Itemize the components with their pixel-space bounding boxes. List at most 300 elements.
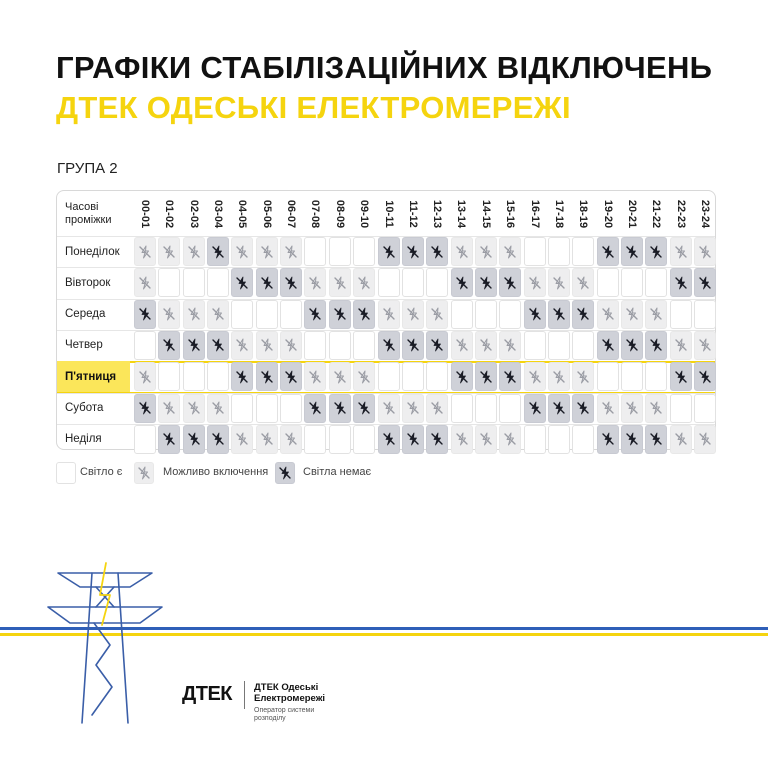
slot-possible-power <box>134 237 156 266</box>
slot-power-on <box>694 300 716 329</box>
no-power-icon <box>333 401 347 415</box>
possible-power-icon <box>698 338 712 352</box>
no-power-icon <box>187 432 201 446</box>
hour-column-header: 04-05 <box>236 199 249 228</box>
no-power-icon <box>503 276 517 290</box>
slot-power-on <box>231 394 253 423</box>
no-power-icon <box>455 370 469 384</box>
hour-column-header: 11-12 <box>406 199 419 228</box>
day-label: Вівторок <box>65 276 111 289</box>
hour-column-header: 23-24 <box>699 199 712 228</box>
slot-possible-power <box>183 394 205 423</box>
slot-no-power <box>694 362 716 391</box>
hour-column-header: 12-13 <box>431 199 444 228</box>
day-row <box>57 330 715 361</box>
slot-no-power <box>572 300 594 329</box>
slot-no-power <box>378 237 400 266</box>
slot-power-on <box>426 268 448 297</box>
no-power-icon <box>430 338 444 352</box>
possible-power-icon <box>455 338 469 352</box>
slot-possible-power <box>475 331 497 360</box>
no-power-icon <box>674 276 688 290</box>
slot-possible-power <box>183 237 205 266</box>
slot-no-power <box>207 425 229 454</box>
no-power-icon <box>308 307 322 321</box>
header-row <box>57 191 715 236</box>
possible-power-icon <box>576 370 590 384</box>
slot-possible-power <box>499 331 521 360</box>
slot-power-on <box>280 394 302 423</box>
slot-no-power <box>426 331 448 360</box>
possible-power-icon <box>406 401 420 415</box>
day-row <box>57 361 715 392</box>
no-power-icon <box>211 245 225 259</box>
page-subtitle: ДТЕК ОДЕСЬКІ ЕЛЕКТРОМЕРЕЖІ <box>56 90 571 125</box>
slot-power-on <box>158 268 180 297</box>
possible-power-icon <box>235 245 249 259</box>
legend-label: Можливо включення <box>163 466 269 478</box>
page-title: ГРАФІКИ СТАБІЛІЗАЦІЙНИХ ВІДКЛЮЧЕНЬ <box>56 50 713 85</box>
slot-possible-power <box>353 362 375 391</box>
slot-power-on <box>572 237 594 266</box>
slot-no-power <box>451 268 473 297</box>
slot-possible-power <box>231 425 253 454</box>
slot-power-on <box>378 362 400 391</box>
logo-company-name: ДТЕК Одеські Електромережі <box>254 682 326 704</box>
hour-column-header: 22-23 <box>674 199 687 228</box>
slot-power-on <box>597 268 619 297</box>
slot-power-on <box>548 237 570 266</box>
possible-power-icon <box>260 245 274 259</box>
slot-no-power <box>280 268 302 297</box>
slot-possible-power <box>231 331 253 360</box>
slot-no-power <box>304 394 326 423</box>
possible-power-icon <box>308 370 322 384</box>
slot-power-on <box>353 237 375 266</box>
no-power-icon <box>357 307 371 321</box>
no-power-icon <box>406 245 420 259</box>
possible-power-icon <box>138 276 152 290</box>
possible-power-icon <box>430 307 444 321</box>
no-power-icon <box>382 338 396 352</box>
slot-no-power <box>670 362 692 391</box>
slot-possible-power <box>621 394 643 423</box>
day-label: Понеділок <box>65 245 120 258</box>
possible-power-icon <box>601 307 615 321</box>
hour-column-header: 09-10 <box>358 199 371 228</box>
no-power-icon <box>625 245 639 259</box>
slot-possible-power <box>524 268 546 297</box>
outage-schedule-table <box>56 190 716 450</box>
no-power-icon <box>698 276 712 290</box>
slot-power-on <box>207 268 229 297</box>
possible-power-icon <box>211 401 225 415</box>
slot-no-power <box>670 268 692 297</box>
no-power-icon <box>576 307 590 321</box>
slot-power-on <box>548 331 570 360</box>
no-power-icon <box>278 466 292 480</box>
logo-divider <box>244 681 245 709</box>
possible-power-icon <box>357 370 371 384</box>
slot-no-power <box>597 425 619 454</box>
slot-power-on <box>304 331 326 360</box>
no-power-icon <box>138 307 152 321</box>
possible-power-icon <box>162 245 176 259</box>
no-power-icon <box>260 276 274 290</box>
slot-power-on <box>572 331 594 360</box>
possible-power-icon <box>674 432 688 446</box>
possible-power-icon <box>357 276 371 290</box>
no-power-icon <box>211 338 225 352</box>
slot-power-on <box>304 425 326 454</box>
slot-no-power <box>426 237 448 266</box>
legend-label: Світло є <box>80 466 123 478</box>
slot-no-power <box>597 237 619 266</box>
possible-power-icon <box>698 432 712 446</box>
slot-no-power <box>353 394 375 423</box>
slot-possible-power <box>304 268 326 297</box>
slot-no-power <box>451 362 473 391</box>
no-power-icon <box>260 370 274 384</box>
slot-possible-power <box>280 331 302 360</box>
possible-power-icon <box>260 432 274 446</box>
slot-possible-power <box>207 394 229 423</box>
slot-power-on <box>402 268 424 297</box>
slot-possible-power <box>353 268 375 297</box>
slot-power-on <box>621 362 643 391</box>
day-label: Неділя <box>65 433 102 446</box>
no-power-icon <box>479 370 493 384</box>
hour-column-header: 14-15 <box>479 199 492 228</box>
no-power-icon <box>601 338 615 352</box>
possible-power-icon <box>479 338 493 352</box>
possible-power-icon <box>162 401 176 415</box>
slot-no-power <box>402 237 424 266</box>
slot-no-power <box>158 425 180 454</box>
possible-power-icon <box>333 276 347 290</box>
slot-possible-power <box>256 425 278 454</box>
legend-swatch <box>134 462 154 484</box>
no-power-icon <box>406 338 420 352</box>
possible-power-icon <box>382 401 396 415</box>
no-power-icon <box>601 432 615 446</box>
slot-no-power <box>256 362 278 391</box>
no-power-icon <box>649 432 663 446</box>
possible-power-icon <box>455 245 469 259</box>
hour-column-header: 05-06 <box>260 199 273 228</box>
day-row <box>57 267 715 298</box>
possible-power-icon <box>138 370 152 384</box>
slot-possible-power <box>694 331 716 360</box>
legend-swatch <box>56 462 76 484</box>
slot-no-power <box>231 362 253 391</box>
slot-power-on <box>524 331 546 360</box>
slot-no-power <box>256 268 278 297</box>
group-label: ГРУПА 2 <box>57 160 118 177</box>
no-power-icon <box>235 276 249 290</box>
slot-possible-power <box>451 237 473 266</box>
slot-no-power <box>524 300 546 329</box>
no-power-icon <box>235 370 249 384</box>
possible-power-icon <box>698 245 712 259</box>
day-label: Четвер <box>65 339 103 352</box>
slot-possible-power <box>256 237 278 266</box>
header-label: Часові проміжки <box>65 200 112 226</box>
possible-power-icon <box>674 338 688 352</box>
no-power-icon <box>698 370 712 384</box>
legend-label: Світла немає <box>303 466 372 478</box>
hour-column-header: 07-08 <box>309 199 322 228</box>
slot-no-power <box>207 237 229 266</box>
slot-possible-power <box>134 268 156 297</box>
hour-column-header: 08-09 <box>333 199 346 228</box>
slot-possible-power <box>280 237 302 266</box>
slot-possible-power <box>499 425 521 454</box>
slot-possible-power <box>597 300 619 329</box>
hour-column-header: 02-03 <box>187 199 200 228</box>
slot-power-on <box>231 300 253 329</box>
possible-power-icon <box>235 432 249 446</box>
slot-possible-power <box>378 394 400 423</box>
slot-no-power <box>231 268 253 297</box>
slot-no-power <box>548 394 570 423</box>
hour-column-header: 19-20 <box>601 199 614 228</box>
slot-possible-power <box>597 394 619 423</box>
possible-power-icon <box>503 432 517 446</box>
slot-possible-power <box>183 300 205 329</box>
slot-no-power <box>353 300 375 329</box>
no-power-icon <box>284 276 298 290</box>
slot-possible-power <box>426 394 448 423</box>
no-power-icon <box>162 338 176 352</box>
logo-company-subtitle: Оператор системи розподілу <box>254 707 315 722</box>
possible-power-icon <box>479 432 493 446</box>
hour-column-header: 15-16 <box>504 199 517 228</box>
no-power-icon <box>625 432 639 446</box>
day-label: Середа <box>65 308 106 321</box>
slot-power-on <box>694 394 716 423</box>
possible-power-icon <box>528 370 542 384</box>
slot-possible-power <box>475 425 497 454</box>
day-label-highlighted: П'ятниця <box>57 361 130 392</box>
slot-no-power <box>645 331 667 360</box>
slot-no-power <box>499 362 521 391</box>
possible-power-icon <box>187 401 201 415</box>
slot-power-on <box>256 300 278 329</box>
slot-possible-power <box>304 362 326 391</box>
slot-no-power <box>475 268 497 297</box>
slot-no-power <box>645 237 667 266</box>
hour-column-header: 16-17 <box>528 199 541 228</box>
slot-no-power <box>572 394 594 423</box>
no-power-icon <box>601 245 615 259</box>
no-power-icon <box>430 432 444 446</box>
slot-power-on <box>524 237 546 266</box>
no-power-icon <box>187 338 201 352</box>
slot-possible-power <box>670 425 692 454</box>
slot-power-on <box>499 300 521 329</box>
slot-possible-power <box>158 237 180 266</box>
slot-possible-power <box>572 268 594 297</box>
slot-no-power <box>621 331 643 360</box>
no-power-icon <box>308 401 322 415</box>
possible-power-icon <box>674 245 688 259</box>
possible-power-icon <box>503 338 517 352</box>
day-row <box>57 424 715 455</box>
possible-power-icon <box>138 245 152 259</box>
day-row <box>57 236 715 267</box>
possible-power-icon <box>162 307 176 321</box>
slot-power-on <box>378 268 400 297</box>
possible-power-icon <box>649 401 663 415</box>
no-power-icon <box>382 245 396 259</box>
slot-power-on <box>524 425 546 454</box>
slot-power-on <box>207 362 229 391</box>
possible-power-icon <box>406 307 420 321</box>
no-power-icon <box>649 245 663 259</box>
slot-power-on <box>329 331 351 360</box>
slot-no-power <box>329 300 351 329</box>
no-power-icon <box>138 401 152 415</box>
slot-power-on <box>475 300 497 329</box>
hour-column-header: 06-07 <box>285 199 298 228</box>
slot-possible-power <box>645 394 667 423</box>
no-power-icon <box>528 401 542 415</box>
slot-no-power <box>134 300 156 329</box>
hour-column-header: 18-19 <box>577 199 590 228</box>
possible-power-icon <box>284 338 298 352</box>
no-power-icon <box>479 276 493 290</box>
slot-power-on <box>134 331 156 360</box>
slot-possible-power <box>158 300 180 329</box>
slot-possible-power <box>451 331 473 360</box>
slot-possible-power <box>280 425 302 454</box>
possible-power-icon <box>284 245 298 259</box>
slot-power-on <box>329 425 351 454</box>
possible-power-icon <box>382 307 396 321</box>
slot-possible-power <box>402 394 424 423</box>
slot-no-power <box>183 331 205 360</box>
slot-no-power <box>158 331 180 360</box>
slot-power-on <box>353 425 375 454</box>
slot-power-on <box>134 425 156 454</box>
legend-swatch <box>275 462 295 484</box>
slot-possible-power <box>572 362 594 391</box>
slot-power-on <box>353 331 375 360</box>
hour-column-header: 13-14 <box>455 199 468 228</box>
slot-possible-power <box>451 425 473 454</box>
no-power-icon <box>576 401 590 415</box>
slot-power-on <box>621 268 643 297</box>
slot-no-power <box>694 268 716 297</box>
possible-power-icon <box>333 370 347 384</box>
slot-power-on <box>256 394 278 423</box>
hour-column-header: 10-11 <box>382 199 395 228</box>
slot-power-on <box>670 394 692 423</box>
slot-no-power <box>621 237 643 266</box>
slot-power-on <box>645 268 667 297</box>
possible-power-icon <box>137 466 151 480</box>
logo-wordmark: ДТЕК <box>182 683 233 705</box>
possible-power-icon <box>308 276 322 290</box>
slot-possible-power <box>207 300 229 329</box>
no-power-icon <box>455 276 469 290</box>
slot-possible-power <box>378 300 400 329</box>
slot-power-on <box>670 300 692 329</box>
slot-possible-power <box>329 268 351 297</box>
possible-power-icon <box>625 307 639 321</box>
slot-no-power <box>621 425 643 454</box>
slot-possible-power <box>694 237 716 266</box>
slot-possible-power <box>670 331 692 360</box>
slot-possible-power <box>426 300 448 329</box>
hour-column-header: 01-02 <box>163 199 176 228</box>
no-power-icon <box>625 338 639 352</box>
slot-no-power <box>183 425 205 454</box>
slot-possible-power <box>231 237 253 266</box>
possible-power-icon <box>430 401 444 415</box>
slot-possible-power <box>645 300 667 329</box>
slot-power-on <box>183 362 205 391</box>
possible-power-icon <box>528 276 542 290</box>
slot-power-on <box>645 362 667 391</box>
possible-power-icon <box>552 276 566 290</box>
slot-possible-power <box>402 300 424 329</box>
possible-power-icon <box>284 432 298 446</box>
slot-no-power <box>402 331 424 360</box>
no-power-icon <box>333 307 347 321</box>
slot-no-power <box>207 331 229 360</box>
no-power-icon <box>382 432 396 446</box>
slot-power-on <box>280 300 302 329</box>
slot-possible-power <box>158 394 180 423</box>
slot-no-power <box>402 425 424 454</box>
no-power-icon <box>162 432 176 446</box>
slot-possible-power <box>256 331 278 360</box>
slot-no-power <box>548 300 570 329</box>
slot-power-on <box>183 268 205 297</box>
slot-power-on <box>548 425 570 454</box>
slot-possible-power <box>134 362 156 391</box>
no-power-icon <box>503 370 517 384</box>
day-row <box>57 299 715 330</box>
slot-no-power <box>378 331 400 360</box>
no-power-icon <box>552 307 566 321</box>
no-power-icon <box>284 370 298 384</box>
slot-no-power <box>134 394 156 423</box>
slot-no-power <box>475 362 497 391</box>
no-power-icon <box>528 307 542 321</box>
slot-no-power <box>280 362 302 391</box>
possible-power-icon <box>552 370 566 384</box>
slot-power-on <box>158 362 180 391</box>
slot-no-power <box>645 425 667 454</box>
slot-power-on <box>475 394 497 423</box>
slot-possible-power <box>524 362 546 391</box>
slot-no-power <box>329 394 351 423</box>
hour-column-header: 03-04 <box>212 199 225 228</box>
slot-no-power <box>378 425 400 454</box>
possible-power-icon <box>503 245 517 259</box>
possible-power-icon <box>625 401 639 415</box>
slot-possible-power <box>499 237 521 266</box>
slot-no-power <box>597 331 619 360</box>
slot-power-on <box>304 237 326 266</box>
possible-power-icon <box>260 338 274 352</box>
hour-column-header: 21-22 <box>650 199 663 228</box>
no-power-icon <box>357 401 371 415</box>
power-tower-illustration <box>40 555 170 725</box>
